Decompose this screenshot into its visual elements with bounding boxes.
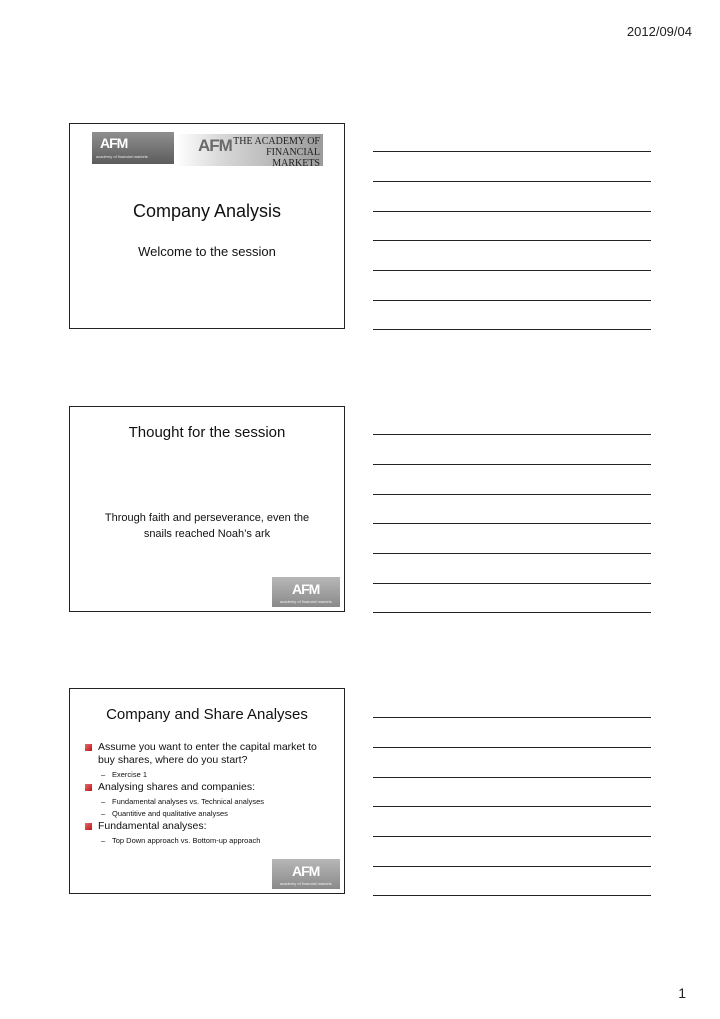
note-line: [373, 151, 651, 152]
note-line: [373, 270, 651, 271]
note-line: [373, 181, 651, 182]
page-number: 1: [678, 985, 686, 1001]
note-line: [373, 211, 651, 212]
bullet-item: Assume you want to enter the capital market to buy shares, where do you start?: [84, 741, 334, 767]
afm-logo-small: AFM academy of financial markets: [92, 132, 174, 164]
academy-name-line2: FINANCIAL MARKETS: [266, 147, 320, 169]
print-date: 2012/09/04: [626, 24, 692, 39]
note-line: [373, 434, 651, 435]
afm-logo: AFM academy of financial markets: [272, 577, 340, 607]
note-line: [373, 329, 651, 330]
note-line: [373, 464, 651, 465]
note-line: [373, 553, 651, 554]
bullet-item: Analysing shares and companies:: [84, 781, 334, 794]
note-line: [373, 895, 651, 896]
note-line: [373, 612, 651, 613]
academy-logo-banner: [92, 132, 323, 172]
slide-quote: Through faith and perseverance, even the snails reached Noah’s ark: [104, 512, 310, 540]
note-line: [373, 836, 651, 837]
afm-logo: AFM academy of financial markets: [272, 859, 340, 889]
note-line: [373, 240, 651, 241]
sub-bullet-item: – Quantitive and qualitative analyses: [101, 809, 228, 818]
academy-name-line1: THE ACADEMY OF: [233, 136, 320, 147]
note-line: [373, 523, 651, 524]
note-line: [373, 747, 651, 748]
slide-title: Thought for the session: [128, 424, 286, 441]
slide-subtitle: Welcome to the session: [138, 244, 276, 259]
note-line: [373, 806, 651, 807]
academy-name-logo: AFM THE ACADEMY OF FINANCIAL MARKETS: [176, 134, 323, 166]
sub-bullet-item: – Top Down approach vs. Bottom-up approach: [101, 836, 261, 845]
bullet-square-icon: [85, 744, 92, 751]
bullet-square-icon: [85, 823, 92, 830]
bullet-list: [84, 741, 334, 847]
sub-bullet-item: – Exercise 1: [101, 770, 148, 779]
note-line: [373, 866, 651, 867]
note-line: [373, 494, 651, 495]
bullet-square-icon: [85, 784, 92, 791]
note-line: [373, 717, 651, 718]
slide-title: Company Analysis: [132, 201, 282, 221]
note-line: [373, 583, 651, 584]
slide-3: [69, 688, 345, 894]
bullet-item: Fundamental analyses:: [84, 820, 334, 833]
note-line: [373, 777, 651, 778]
slide-1: [69, 123, 345, 329]
slide-title: Company and Share Analyses: [106, 706, 308, 723]
note-line: [373, 300, 651, 301]
slide-2: [69, 406, 345, 612]
sub-bullet-item: – Fundamental analyses vs. Technical analyses: [101, 797, 265, 806]
